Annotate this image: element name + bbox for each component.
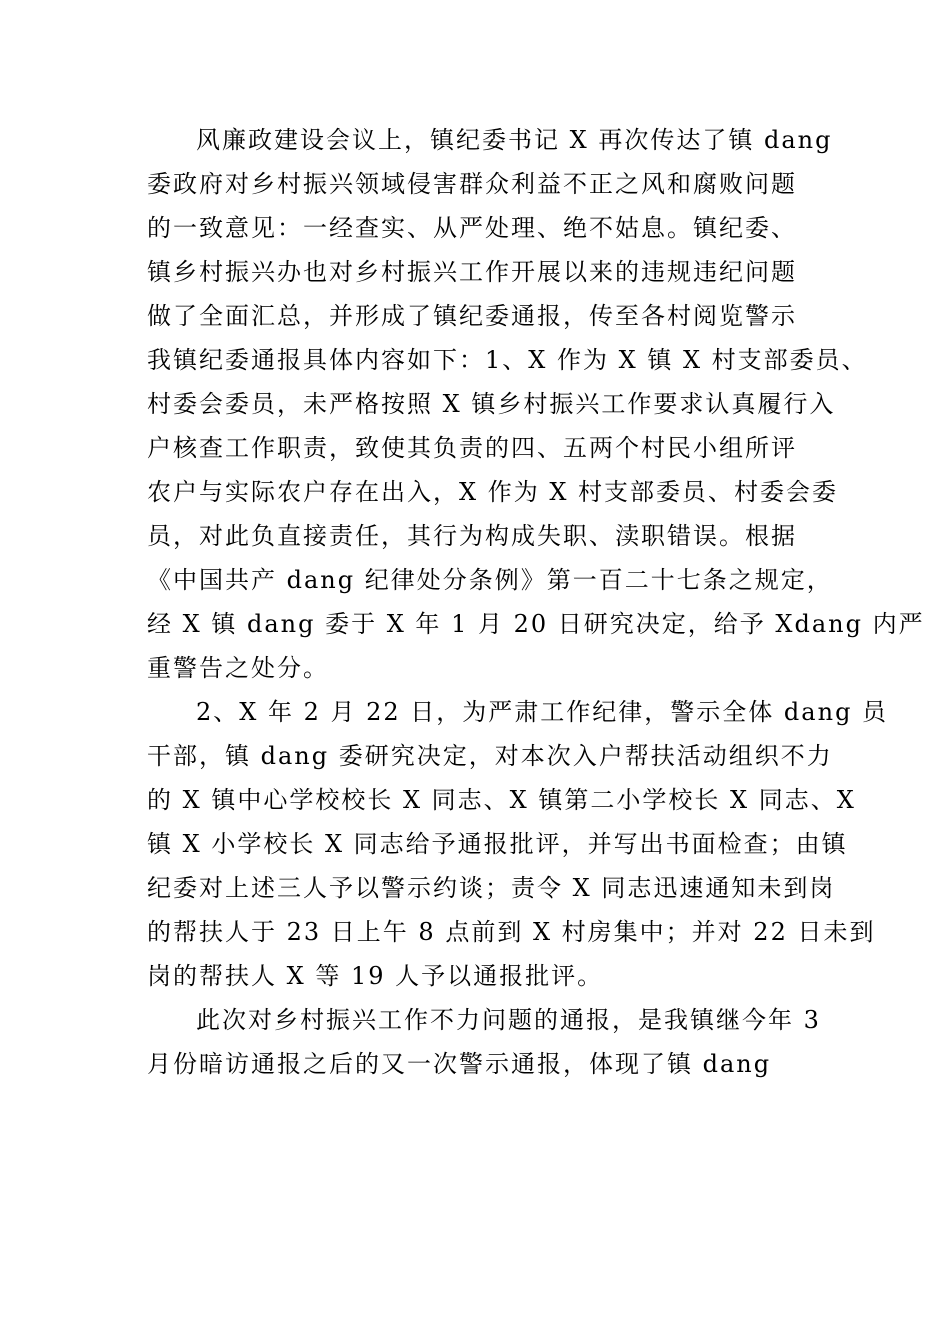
text-line: 《中国共产 dang 纪律处分条例》第一百二十七条之规定， xyxy=(147,566,833,594)
text-line: 重警告之处分。 xyxy=(147,654,329,682)
text-line: 户核查工作职责，致使其负责的四、五两个村民小组所评 xyxy=(147,434,797,462)
text-line: 的一致意见：一经查实、从严处理、绝不姑息。镇纪委、 xyxy=(147,214,797,242)
text-line: 干部，镇 dang 委研究决定，对本次入户帮扶活动组织不力 xyxy=(147,742,833,770)
text-line: 我镇纪委通报具体内容如下：1、X 作为 X 镇 X 村支部委员、 xyxy=(147,346,868,374)
text-line: 农户与实际农户存在出入，X 作为 X 村支部委员、村委会委 xyxy=(147,478,839,506)
text-line: 镇 X 小学校长 X 同志给予通报批评，并写出书面检查；由镇 xyxy=(147,830,848,858)
text-line: 2、X 年 2 月 22 日，为严肃工作纪律，警示全体 dang 员 xyxy=(196,698,889,726)
text-line: 委政府对乡村振兴领域侵害群众利益不正之风和腐败问题 xyxy=(147,170,797,198)
text-line: 村委会委员，未严格按照 X 镇乡村振兴工作要求认真履行入 xyxy=(147,390,836,418)
text-line: 月份暗访通报之后的又一次警示通报，体现了镇 dang xyxy=(147,1050,772,1078)
text-line: 岗的帮扶人 X 等 19 人予以通报批评。 xyxy=(147,962,604,990)
text-line: 纪委对上述三人予以警示约谈；责令 X 同志迅速通知未到岗 xyxy=(147,874,836,902)
text-line: 此次对乡村振兴工作不力问题的通报，是我镇继今年 3 xyxy=(196,1006,821,1034)
text-line: 的 X 镇中心学校校长 X 同志、X 镇第二小学校长 X 同志、X xyxy=(147,786,856,814)
text-line: 员，对此负直接责任，其行为构成失职、渎职错误。根据 xyxy=(147,522,797,550)
text-line: 镇乡村振兴办也对乡村振兴工作开展以来的违规违纪问题 xyxy=(147,258,797,286)
text-line: 做了全面汇总，并形成了镇纪委通报，传至各村阅览警示 xyxy=(147,302,797,330)
text-line: 风廉政建设会议上，镇纪委书记 X 再次传达了镇 dang xyxy=(196,126,833,154)
text-line: 的帮扶人于 23 日上午 8 点前到 X 村房集中；并对 22 日未到 xyxy=(147,918,876,946)
text-line: 经 X 镇 dang 委于 X 年 1 月 20 日研究决定，给予 Xdang 内严 xyxy=(147,610,925,638)
